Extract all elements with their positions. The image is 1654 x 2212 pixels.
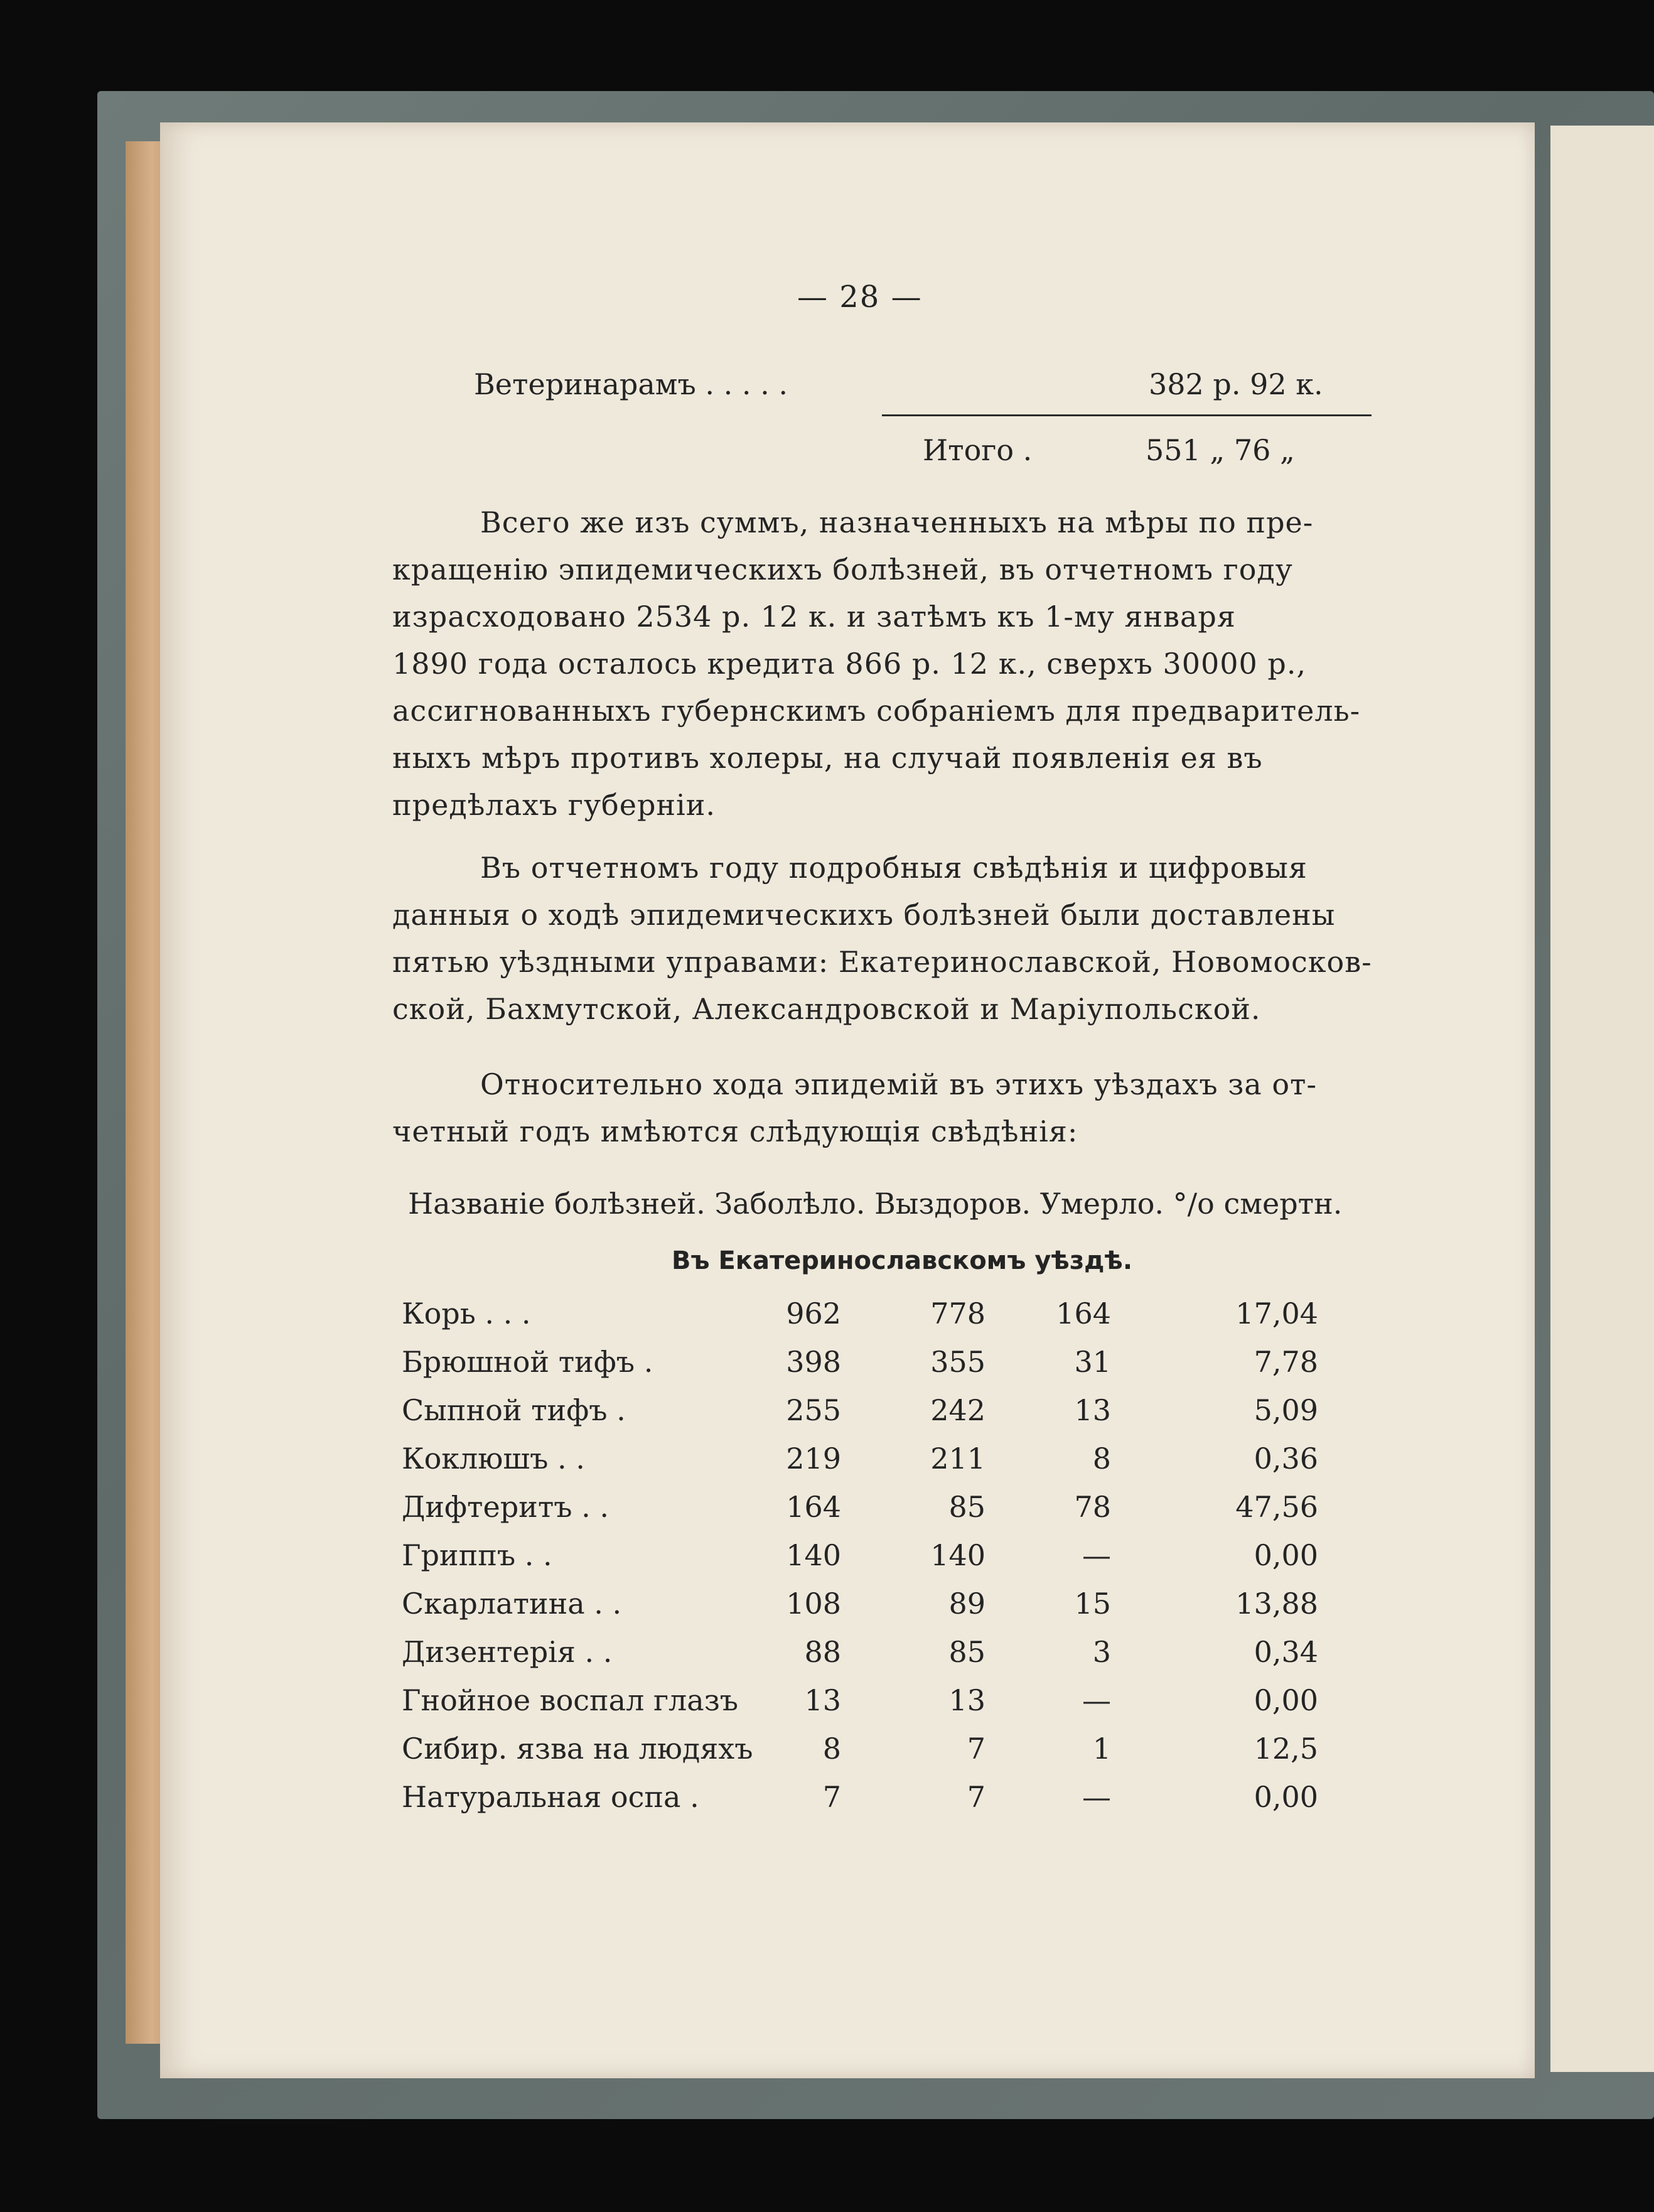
- table-row: [402, 1732, 1343, 1776]
- sick-count: 398: [786, 1345, 841, 1379]
- disease-name: Скарлатина . .: [402, 1587, 622, 1621]
- table-row: [402, 1780, 1343, 1824]
- disease-name: Сибир. язва на людяхъ: [402, 1732, 753, 1766]
- recovered-count: 7: [967, 1732, 985, 1766]
- sick-count: 255: [786, 1393, 841, 1427]
- total-amount: 551 „ 76 „: [1146, 433, 1295, 467]
- disease-name: Дизентерія . .: [402, 1635, 613, 1669]
- died-count: 164: [1056, 1297, 1111, 1330]
- sick-count: 108: [786, 1587, 841, 1621]
- sick-count: 164: [786, 1490, 841, 1524]
- recovered-count: 355: [930, 1345, 985, 1379]
- died-count: 3: [1092, 1635, 1111, 1669]
- mortality-pct: 12,5: [1254, 1732, 1318, 1766]
- paragraph-line: предѣлахъ губерніи.: [392, 788, 716, 822]
- table-row: [402, 1538, 1343, 1582]
- paragraph-line: пятью уѣздными управами: Екатеринославской, Новомосков-: [392, 945, 1372, 979]
- mortality-pct: 5,09: [1254, 1393, 1318, 1427]
- sick-count: 962: [786, 1297, 841, 1330]
- died-count: 78: [1074, 1490, 1111, 1524]
- died-count: 31: [1074, 1345, 1111, 1379]
- disease-name: Гнойное воспал глазъ: [402, 1683, 739, 1717]
- recovered-count: 140: [930, 1538, 985, 1572]
- mortality-pct: 0,00: [1254, 1538, 1318, 1572]
- recovered-count: 7: [967, 1780, 985, 1814]
- recovered-count: 85: [948, 1490, 985, 1524]
- paragraph-line: четный годъ имѣются слѣдующія свѣдѣнія:: [392, 1114, 1078, 1148]
- recovered-count: 89: [948, 1587, 985, 1621]
- disease-name: Натуральная оспа .: [402, 1780, 699, 1814]
- died-count: —: [1082, 1683, 1111, 1717]
- mortality-pct: 13,88: [1235, 1587, 1318, 1621]
- table-row: [402, 1683, 1343, 1727]
- disease-name: Гриппъ . .: [402, 1538, 552, 1572]
- paragraph-line: Въ отчетномъ году подробныя свѣдѣнія и цифровыя: [480, 851, 1308, 885]
- total-label: Итого .: [923, 433, 1033, 467]
- died-count: 1: [1092, 1732, 1111, 1766]
- table-row: [402, 1345, 1343, 1389]
- mortality-pct: 7,78: [1254, 1345, 1318, 1379]
- table-row: [402, 1490, 1343, 1534]
- sick-count: 219: [786, 1442, 841, 1476]
- recovered-count: 242: [930, 1393, 985, 1427]
- table-row: [402, 1635, 1343, 1679]
- died-count: —: [1082, 1538, 1111, 1572]
- table-row: [402, 1442, 1343, 1486]
- died-count: 13: [1074, 1393, 1111, 1427]
- mortality-pct: 0,00: [1254, 1683, 1318, 1717]
- disease-name: Коклюшъ . .: [402, 1442, 585, 1476]
- paragraph-line: кращенію эпидемическихъ болѣзней, въ отчетномъ году: [392, 553, 1293, 586]
- paragraph-line: ской, Бахмутской, Александровской и Маріупольской.: [392, 992, 1261, 1026]
- sick-count: 8: [822, 1732, 841, 1766]
- mortality-pct: 0,34: [1254, 1635, 1318, 1669]
- expense-label: Ветеринарамъ . . . . .: [474, 367, 788, 401]
- table-subheader: Въ Екатеринославскомъ уѣздѣ.: [672, 1246, 1133, 1275]
- disease-name: Корь . . .: [402, 1297, 531, 1330]
- mortality-pct: 47,56: [1235, 1490, 1318, 1524]
- sum-rule: [882, 414, 1372, 416]
- table-row: [402, 1393, 1343, 1437]
- paragraph-line: данныя о ходѣ эпидемическихъ болѣзней были доставлены: [392, 898, 1336, 932]
- facing-page-edge: [1550, 126, 1654, 2072]
- paragraph-line: 1890 года осталось кредита 866 р. 12 к., сверхъ 30000 р.,: [392, 647, 1307, 681]
- recovered-count: 85: [948, 1635, 985, 1669]
- died-count: 15: [1074, 1587, 1111, 1621]
- table-row: [402, 1297, 1343, 1341]
- recovered-count: 211: [930, 1442, 985, 1476]
- expense-amount: 382 р. 92 к.: [1149, 367, 1323, 401]
- sick-count: 7: [822, 1780, 841, 1814]
- sick-count: 13: [804, 1683, 841, 1717]
- mortality-pct: 0,00: [1254, 1780, 1318, 1814]
- page-number: — 28 —: [797, 279, 923, 315]
- mortality-pct: 0,36: [1254, 1442, 1318, 1476]
- paragraph-line: Относительно хода эпидемій въ этихъ уѣздахъ за от-: [480, 1067, 1318, 1101]
- table-header: Названіе болѣзней. Заболѣло. Выздоров. Умерло. °/o смертн.: [408, 1187, 1343, 1221]
- paragraph-line: Всего же изъ суммъ, назначенныхъ на мѣры по пре-: [480, 505, 1314, 539]
- recovered-count: 13: [948, 1683, 985, 1717]
- died-count: 8: [1092, 1442, 1111, 1476]
- mortality-pct: 17,04: [1235, 1297, 1318, 1330]
- disease-name: Брюшной тифъ .: [402, 1345, 653, 1379]
- recovered-count: 778: [930, 1297, 985, 1330]
- died-count: —: [1082, 1780, 1111, 1814]
- sick-count: 88: [804, 1635, 841, 1669]
- disease-name: Сыпной тифъ .: [402, 1393, 626, 1427]
- disease-name: Дифтеритъ . .: [402, 1490, 610, 1524]
- paragraph-line: израсходовано 2534 р. 12 к. и затѣмъ къ 1-му января: [392, 600, 1236, 634]
- table-row: [402, 1587, 1343, 1631]
- paragraph-line: ассигнованныхъ губернскимъ собраніемъ для предваритель-: [392, 694, 1361, 728]
- sick-count: 140: [786, 1538, 841, 1572]
- paragraph-line: ныхъ мѣръ противъ холеры, на случай появленія ея въ: [392, 741, 1263, 775]
